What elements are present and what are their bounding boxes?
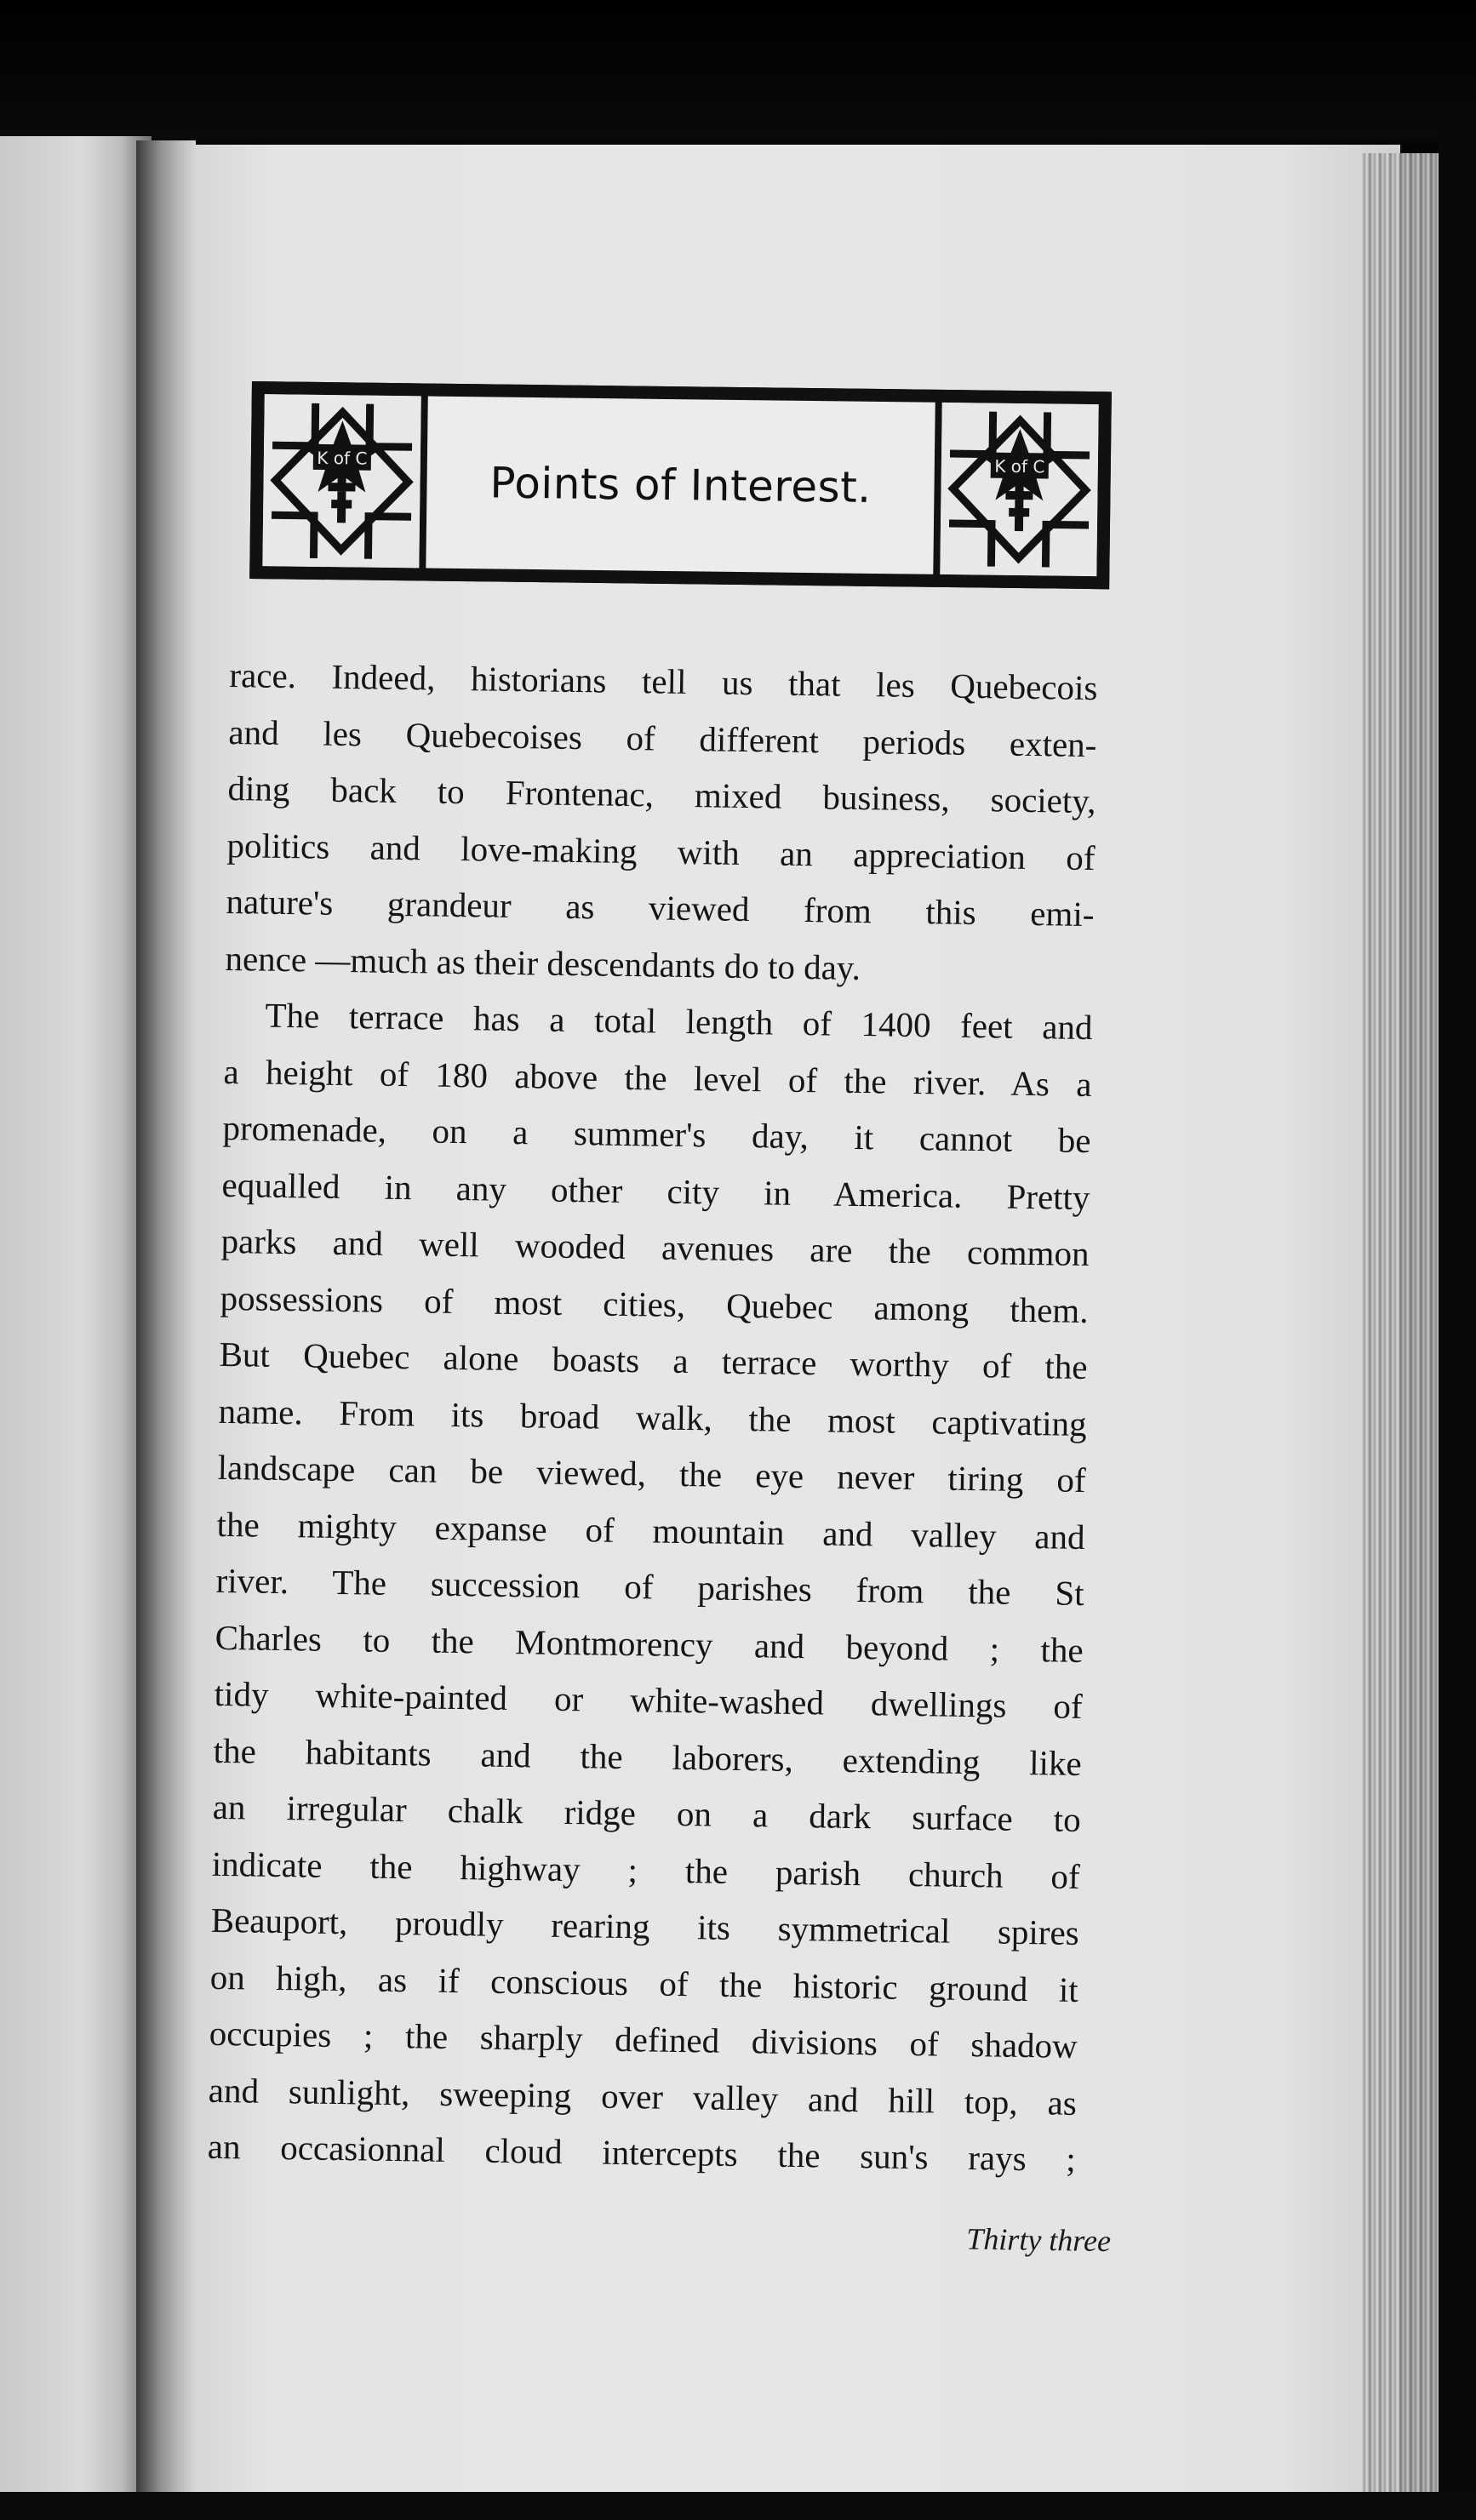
text-line: tidy white-painted or white-washed dwellings of [214, 1673, 1083, 1726]
text-line: Beauport, proudly rearing its symmetrical spires [210, 1900, 1080, 1952]
scan-background-bottom [0, 2492, 1476, 2520]
book-gutter-shadow [136, 140, 196, 2506]
text-line: the mighty expanse of mountain and valley and [216, 1504, 1085, 1557]
header-banner [249, 381, 1112, 589]
text-line: the habitants and the laborers, extending like [213, 1730, 1082, 1783]
facing-page-edge [0, 136, 152, 2494]
banner-title-panel [426, 397, 935, 574]
scan-background-top [0, 0, 1476, 140]
text-line: nature's grandeur as viewed from this emi- [226, 881, 1095, 934]
paragraph-2 [207, 986, 1093, 2187]
scan-background-right [1439, 128, 1476, 2520]
text-line: an irregular chalk ridge on a dark surface to [212, 1786, 1082, 1839]
text-line: possessions of most cities, Quebec among them. [220, 1277, 1089, 1330]
text-line: nence —much as their descendants do to day. [225, 938, 861, 987]
text-line: on high, as if conscious of the historic ground it [209, 1957, 1079, 2009]
text-line: river. The succession of parishes from the St [215, 1560, 1084, 1614]
text-line: landscape can be viewed, the eye never tiring of [217, 1447, 1086, 1500]
paragraph-1 [225, 647, 1098, 999]
text-line: and les Quebecoises of different periods exten- [228, 711, 1097, 764]
text-line: a height of 180 above the level of the river. As a [223, 1051, 1092, 1104]
body-text [207, 647, 1098, 2187]
knights-of-columbus-emblem-left [262, 394, 420, 568]
text-line: ding back to Frontenac, mixed business, society, [227, 768, 1096, 821]
text-line: parks and well wooded avenues are the common [220, 1220, 1090, 1274]
text-line: and sunlight, sweeping over valley and hill top, as [208, 2070, 1078, 2123]
emblem-icon [940, 403, 1098, 576]
text-line: an occasionnal cloud intercepts the sun's rays ; [207, 2126, 1077, 2179]
text-line: But Quebec alone boasts a terrace worthy of the [219, 1334, 1088, 1387]
text-line: politics and love-making with an appreciation of [226, 825, 1096, 877]
svg-text:K of C: K of C [317, 447, 368, 469]
text-line: indicate the highway ; the parish church of [211, 1843, 1081, 1896]
svg-text:K of C: K of C [994, 455, 1045, 477]
text-line: Charles to the Montmorency and beyond ; the [215, 1617, 1084, 1670]
emblem-icon [262, 394, 420, 568]
page-section-title: Points of Interest. [489, 458, 872, 512]
knights-of-columbus-emblem-right [940, 403, 1098, 576]
text-line: equalled in any other city in America. Pretty [221, 1164, 1090, 1217]
text-line: The terrace has a total length of 1400 feet and [265, 995, 1093, 1048]
text-line: occupies ; the sharply defined divisions of shadow [209, 2013, 1078, 2066]
text-line: race. Indeed, historians tell us that les Quebecois [229, 654, 1098, 708]
text-line: name. From its broad walk, the most captivating [218, 1391, 1087, 1443]
text-line: promenade, on a summer's day, it cannot be [222, 1107, 1091, 1161]
page-number: Thirty three [966, 2221, 1112, 2259]
